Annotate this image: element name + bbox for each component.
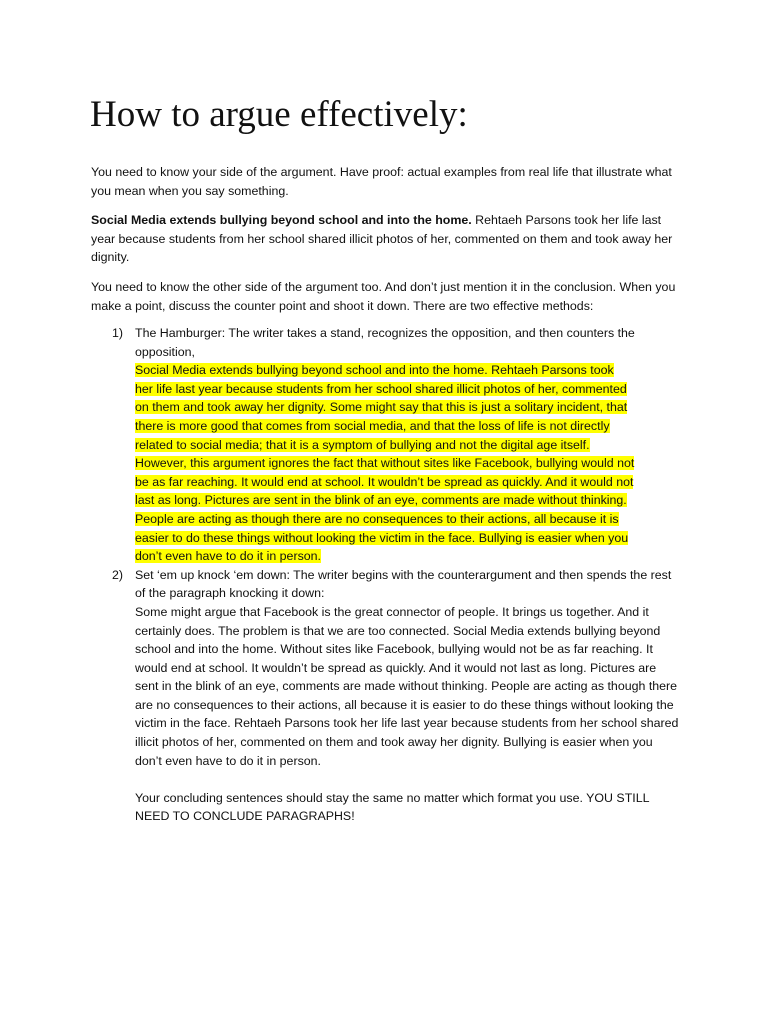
list-item [112, 566, 680, 826]
highlighted-text: Social Media extends bullying beyond school and into the home. Rehtaeh Parsons took her life last year because students from her school shared illicit photos of her, commented on them and took away her dignity. Some might say that this is just a solitary incident, that there is more good that comes from social media, and that the loss of life is not directly related to social media; that it is a symptom of bullying and not the digital age itself. However, this argument ignores the fact that without sites like Facebook, bullying would not be as far reaching. It would end at school. It wouldn’t be spread as quickly. And it would not last as long. Pictures are sent in the blink of an eye, comments are made without thinking. People are acting as though there are no consequences to their actions, all because it is easier to do these things without looking the victim in the face. Bullying is easier when you don’t even have to do it in person. [135, 363, 635, 564]
list-number: 1) [112, 326, 124, 340]
example-claim: Social Media extends bullying beyond school and into the home. [91, 213, 472, 227]
highlighted-example [135, 361, 635, 566]
page-title: How to argue effectively: [90, 94, 468, 135]
list-number: 2) [112, 567, 124, 582]
method-example: Some might argue that Facebook is the great connector of people. It brings us together. And it certainly does. The problem is that we are too connected. Social Media extends bullying beyond school and into the home. Without sites like Facebook, bullying would not be as far reaching. It would end at school. It wouldn’t be spread as quickly. And it would not last as long. Pictures are sent in the blink of an eye, comments are made without thinking. People are acting as though there are no consequences to their actions, all because it is easier to do these things without looking the victim in the face. Rehtaeh Parsons took her life last year because students from her school shared illicit photos of her, commented on them and took away her dignity. Bullying is easier when you don’t even have to do it in person. [135, 604, 679, 768]
list-item [112, 324, 680, 566]
method-heading: The Hamburger: The writer takes a stand, recognizes the opposition, and then counters the opposition, [135, 326, 635, 359]
intro-paragraph: You need to know your side of the argument. Have proof: actual examples from real life that illustrate what you mean when you say something. [91, 165, 672, 198]
other-side-paragraph: You need to know the other side of the argument too. And don’t just mention it in the conclusion. When you make a point, discuss the counter point and shoot it down. There are two effective methods: [91, 280, 676, 313]
conclusion-note: Your concluding sentences should stay the same no matter which format you use. YOU STILL NEED TO CONCLUDE PARAGRAPHS! [135, 790, 650, 824]
paragraph-spacer [135, 770, 680, 789]
example-paragraph [91, 211, 681, 267]
methods-list [0, 324, 768, 826]
method-heading: Set ‘em up knock ‘em down: The writer begins with the counterargument and then spends the rest of the paragraph knocking it down: [135, 567, 672, 601]
example-evidence: Rehtaeh Parsons took her life last year because students from her school shared illicit photos of her, commented on them and took away her dignity. [91, 213, 673, 265]
